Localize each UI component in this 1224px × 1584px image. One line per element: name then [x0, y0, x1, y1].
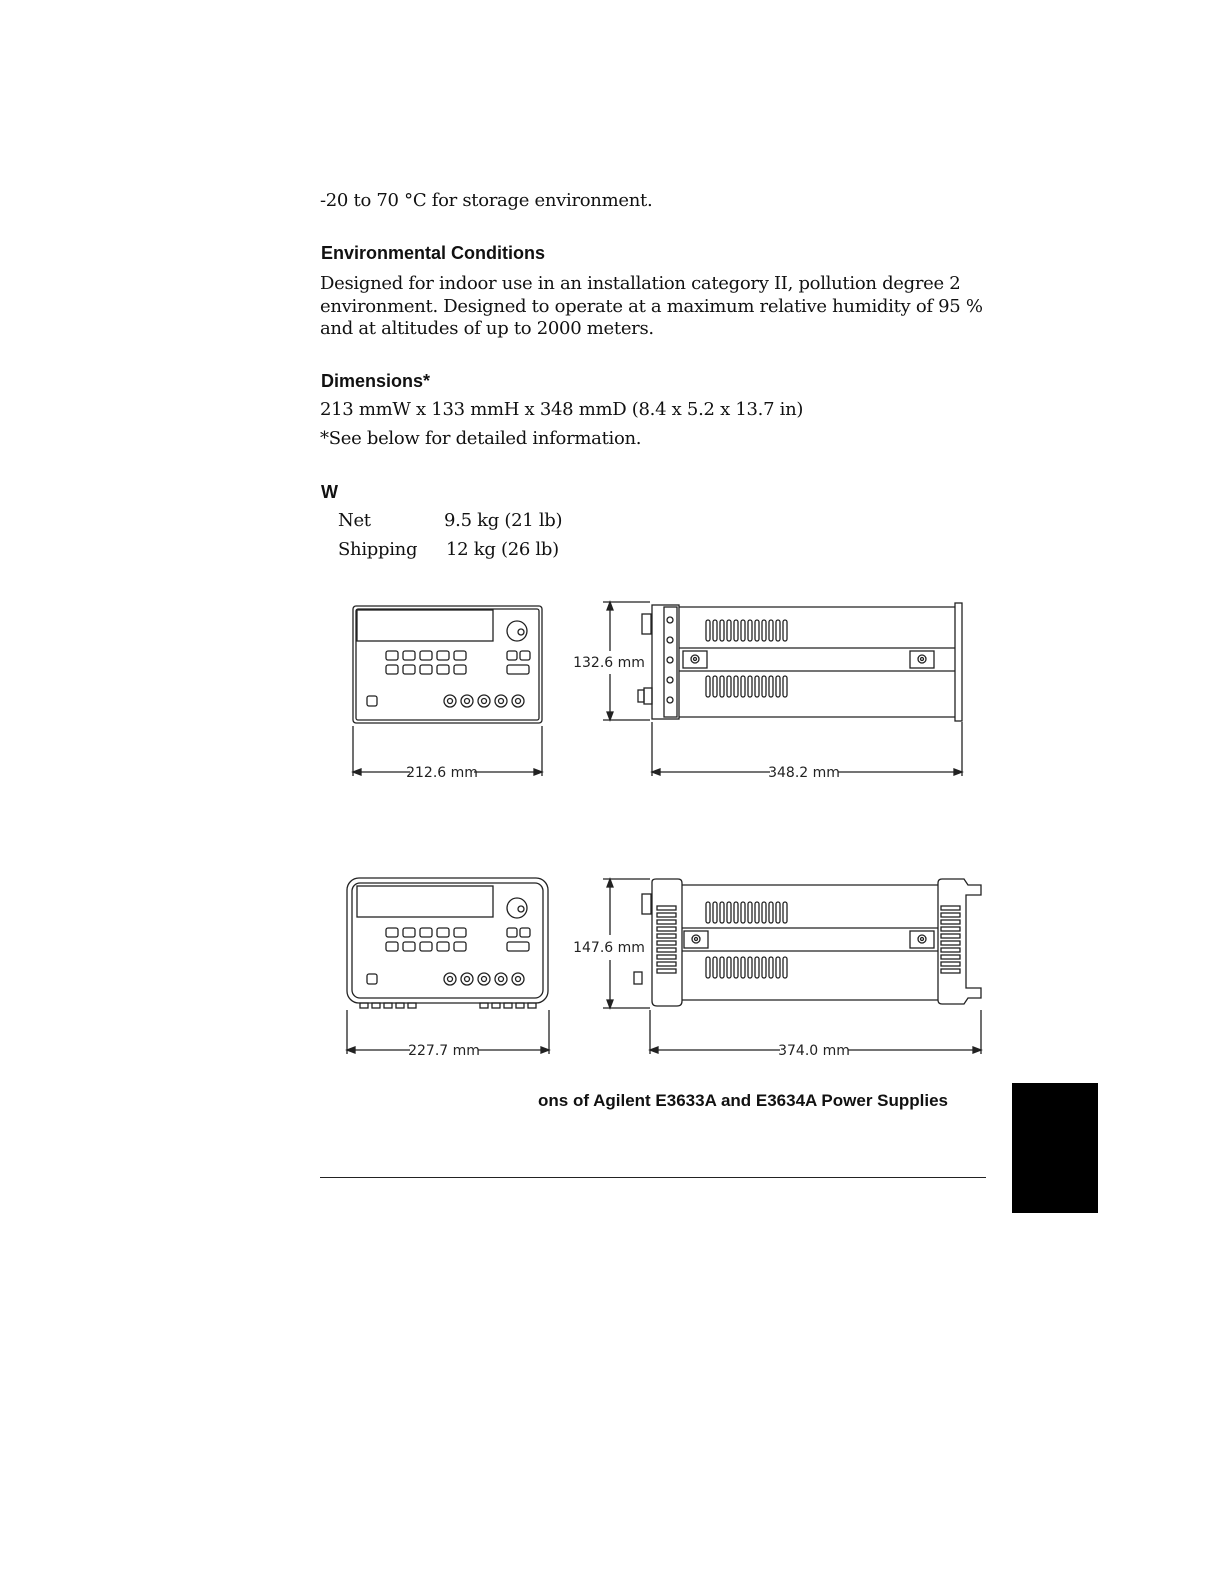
weight-shipping-label: Shipping — [338, 539, 418, 560]
footer-rule — [320, 1177, 986, 1178]
top-side-view — [603, 602, 962, 776]
rear-bumper-slots — [657, 906, 676, 973]
chapter-thumb-tab — [1012, 1083, 1098, 1213]
top-side-depth-label: 348.2 mm — [768, 765, 840, 781]
dimensions-value: 213 mmW x 133 mmH x 348 mmD (8.4 x 5.2 x 13.7 in) — [320, 399, 804, 420]
top-front-width-label: 212.6 mm — [406, 765, 478, 781]
figure-caption: ons of Agilent E3633A and E3634A Power Supplies — [538, 1091, 949, 1110]
display-window — [357, 886, 493, 917]
bottom-front-view — [347, 878, 549, 1054]
environmental-line: environment. Designed to operate at a maximum relative humidity of 95 % — [320, 295, 983, 317]
dimensions-note: *See below for detailed information. — [320, 428, 642, 449]
display-window — [357, 610, 493, 641]
front-bumper-slots — [941, 906, 960, 973]
vent-slots-lower — [706, 676, 787, 697]
top-front-view — [353, 606, 542, 776]
power-switch — [367, 696, 377, 706]
environmental-line: Designed for indoor use in an installation category II, pollution degree 2 — [320, 273, 961, 294]
weight-shipping-value: 12 kg (26 lb) — [446, 539, 559, 560]
weight-net-value: 9.5 kg (21 lb) — [444, 510, 563, 531]
bottom-side-depth-label: 374.0 mm — [778, 1043, 850, 1059]
vent-slots-upper — [706, 620, 787, 641]
bottom-side-view — [603, 879, 981, 1054]
vent-slots-upper — [706, 902, 787, 923]
environmental-line: and at altitudes of up to 2000 meters. — [320, 318, 654, 339]
weight-heading: W — [321, 482, 338, 502]
power-switch — [367, 974, 377, 984]
weight-net-label: Net — [338, 510, 371, 531]
bottom-side-height-label: 147.6 mm — [573, 940, 645, 956]
dimensions-heading: Dimensions* — [321, 371, 431, 391]
top-side-height-label: 132.6 mm — [573, 655, 645, 671]
vent-slots-lower — [706, 957, 787, 978]
environmental-conditions-heading: Environmental Conditions — [321, 243, 546, 263]
storage-temperature-text: -20 to 70 °C for storage environment. — [320, 190, 653, 211]
bottom-front-width-label: 227.7 mm — [408, 1043, 480, 1059]
